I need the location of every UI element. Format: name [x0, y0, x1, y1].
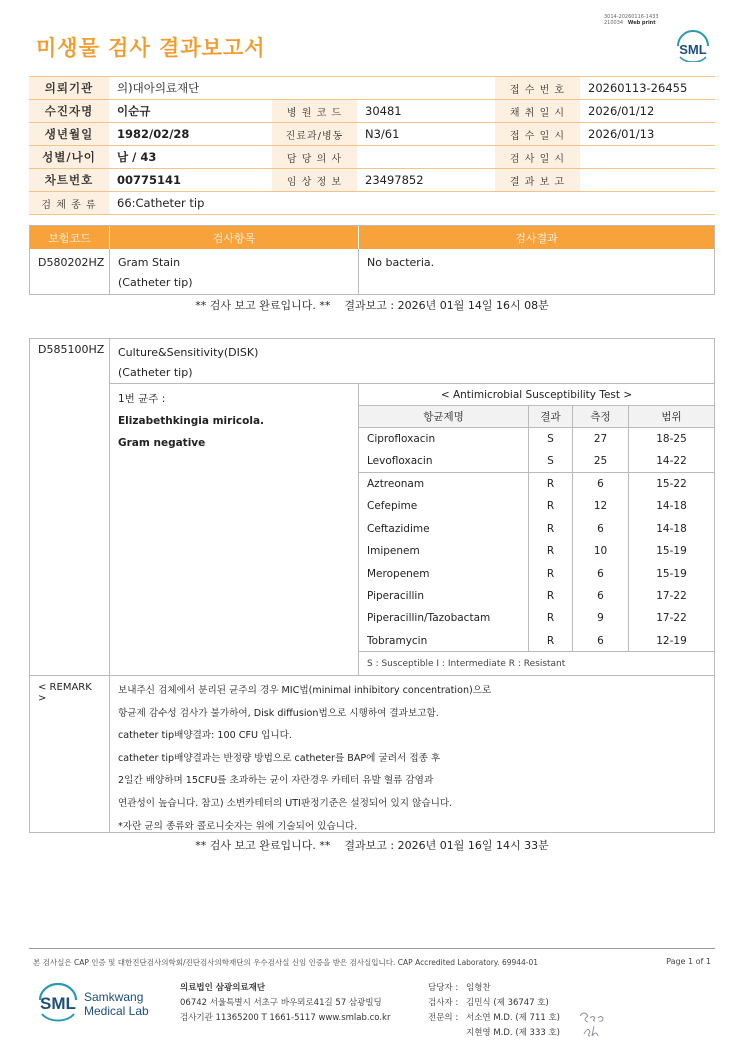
info-value: N3/61: [365, 127, 400, 141]
drug-range: 12-19: [656, 634, 687, 647]
drug-result: S: [529, 450, 573, 471]
report-time: 결과보고 : 2026년 01월 16일 14시 33분: [344, 839, 549, 852]
print-code-line2: 210034: [604, 20, 624, 26]
report-title: 미생물 검사 결과보고서: [36, 36, 266, 60]
info-value: 남 / 43: [117, 150, 157, 164]
remark-line: catheter tip배양결과는 반정량 방법으로 catheter를 BAP에 굴려서 접종 후: [118, 752, 441, 764]
ast-row: [359, 607, 714, 629]
drug-measure: 6: [573, 518, 629, 540]
remark-line: 2일간 배양하며 15CFU를 초과하는 균이 자란경우 카테터 유발 혈류 감염과: [118, 775, 434, 787]
ast-row: [359, 450, 714, 472]
organization-info: [180, 981, 390, 1026]
patient-info-table: [29, 76, 715, 215]
drug-name: Piperacillin/Tazobactam: [359, 607, 529, 629]
ast-header-drug: 항균제명: [359, 406, 529, 427]
drug-measure: 6: [573, 585, 629, 607]
header-test-result: 검사결과: [515, 231, 558, 245]
drug-range: 15-22: [656, 477, 687, 490]
staff-row: [428, 996, 560, 1011]
drug-measure: 9: [573, 607, 629, 629]
culture-section: [29, 338, 715, 833]
remark-text: [110, 676, 714, 842]
logo-text-1: Samkwang: [84, 990, 144, 1004]
info-empty: [204, 192, 715, 214]
drug-name: Imipenem: [359, 540, 529, 562]
info-label: 의뢰기관: [29, 77, 109, 99]
drug-range: 15-19: [656, 545, 687, 558]
ast-header-row: [359, 406, 714, 428]
drug-measure: 27: [573, 428, 629, 450]
info-row: [29, 100, 715, 123]
ast-row: [359, 540, 714, 562]
info-label: 접 수 일 시: [495, 123, 580, 145]
info-label: 차트번호: [29, 169, 109, 191]
gram-stain-section: [29, 225, 715, 295]
info-label: 결 과 보 고: [495, 169, 580, 191]
drug-measure: 6: [573, 473, 629, 495]
drug-measure: 25: [573, 450, 629, 471]
ast-row: [359, 630, 714, 652]
info-label: 수진자명: [29, 100, 109, 122]
test-item: [110, 249, 359, 294]
info-value: [580, 146, 715, 168]
drug-measure: 12: [573, 495, 629, 517]
drug-measure: 10: [573, 540, 629, 562]
header-test-item: 검사항목: [110, 226, 359, 249]
ast-row: [359, 428, 714, 450]
web-print-label: Web print: [627, 20, 656, 26]
remark-line: 연관성이 높습니다. 참고) 소변카테터의 UTI판정기준은 설정되어 있지 않습니다.: [118, 797, 453, 809]
test-item-name: Gram Stain: [118, 256, 181, 269]
info-value: 23497852: [365, 173, 424, 187]
org-name: 의료법인 삼광의료재단: [180, 983, 266, 993]
svg-text:SML: SML: [40, 994, 76, 1013]
ast-header-measure: 측정: [573, 406, 629, 427]
info-row: [29, 146, 715, 169]
info-value: [580, 169, 715, 191]
complete-text: ** 검사 보고 완료입니다. **: [195, 299, 331, 312]
samkwang-logo-icon: [36, 980, 156, 1024]
drug-result: R: [529, 607, 573, 629]
staff-role: 담당자 :: [428, 983, 459, 993]
remark-line: 보내주신 검체에서 분리된 균주의 경우 MIC법(minimal inhibitory concentration)으로: [118, 685, 492, 696]
report-complete-2: [0, 837, 744, 853]
staff-role: 전문의 :: [428, 1013, 459, 1023]
remark-line: *자란 균의 종류와 콜로니숫자는 위에 기술되어 있습니다.: [118, 820, 358, 832]
drug-measure: 6: [573, 630, 629, 652]
ast-title: < Antimicrobial Susceptibility Test >: [359, 384, 714, 406]
info-label: 생년월일: [29, 123, 109, 145]
info-label: 접 수 번 호: [495, 77, 580, 99]
drug-name: Ciprofloxacin: [359, 428, 529, 450]
drug-range: 15-19: [656, 567, 687, 580]
footer-divider: [29, 948, 715, 949]
info-label: 검 체 종 류: [29, 192, 109, 214]
drug-range: 17-22: [656, 612, 687, 625]
drug-result: R: [529, 562, 573, 584]
print-code-line1: 3014-20260116-1433: [604, 14, 659, 20]
info-value: 20260113-26455: [588, 81, 688, 95]
drug-name: Aztreonam: [359, 473, 529, 495]
staff-row: [428, 1026, 560, 1041]
info-value: [357, 146, 495, 168]
drug-result: R: [529, 630, 573, 652]
insurance-code: D580202HZ: [30, 249, 110, 294]
info-label: 성별/나이: [29, 146, 109, 168]
info-value: 30481: [365, 104, 402, 118]
info-label: 검 사 일 시: [495, 146, 580, 168]
remark-line: 항균제 감수성 검사가 불가하여, Disk diffusion법으로 시행하여 결과보고함.: [118, 707, 439, 719]
info-value: 1982/02/28: [117, 127, 190, 141]
test-result: No bacteria.: [367, 256, 435, 269]
staff-row: [428, 1011, 560, 1026]
organism-info: [110, 384, 359, 675]
drug-result: S: [529, 428, 573, 450]
staff-role: [428, 1026, 466, 1041]
test-item: [110, 339, 714, 384]
info-value: 00775141: [117, 173, 182, 187]
report-time: 결과보고 : 2026년 01월 14일 16시 08분: [344, 299, 549, 312]
test-item-specimen: (Catheter tip): [118, 276, 193, 289]
drug-range: 17-22: [656, 589, 687, 602]
print-code: [604, 14, 659, 26]
organism-name: Elizabethkingia miricola.: [118, 415, 265, 427]
ast-row: [359, 473, 714, 495]
staff-name: 지현영 M.D. (제 333 호): [466, 1028, 561, 1038]
drug-result: R: [529, 540, 573, 562]
org-contact: 검사기관 11365200 T 1661-5117 www.smlab.co.kr: [180, 1013, 391, 1023]
section-header: [30, 226, 714, 249]
drug-name: Levofloxacin: [359, 450, 529, 471]
drug-range: 18-25: [656, 433, 687, 446]
info-label: 진료과/병동: [272, 123, 357, 145]
insurance-code: D585100HZ: [30, 339, 110, 675]
ast-row: [359, 495, 714, 517]
drug-result: R: [529, 495, 573, 517]
staff-name: 김민식 (제 36747 호): [466, 998, 549, 1008]
drug-result: R: [529, 518, 573, 540]
staff-name: 서소연 M.D. (제 711 호): [466, 1013, 561, 1023]
drug-name: Ceftazidime: [359, 518, 529, 540]
info-label: 임 상 정 보: [272, 169, 357, 191]
svg-text:SML: SML: [679, 42, 707, 57]
ast-row: [359, 585, 714, 607]
header-insurance-code: 보험코드: [30, 226, 110, 249]
org-address: 06742 서울특별시 서초구 바우뫼로41길 57 삼광빌딩: [180, 998, 382, 1008]
report-complete-1: [0, 297, 744, 313]
staff-role: 검사자 :: [428, 998, 459, 1008]
strain-label: 1번 균주 :: [118, 393, 166, 405]
remark-line: catheter tip배양결과: 100 CFU 입니다.: [118, 730, 292, 742]
ast-header-range: 범위: [661, 411, 682, 423]
info-row: [29, 123, 715, 146]
test-item-name: Culture&Sensitivity(DISK): [118, 346, 259, 359]
info-value: 2026/01/12: [588, 104, 655, 118]
info-label: 채 취 일 시: [495, 100, 580, 122]
ast-row: [359, 518, 714, 540]
info-value: 의)대아의료재단: [117, 81, 200, 95]
info-label: 담 당 의 사: [272, 146, 357, 168]
info-label: 병 원 코 드: [272, 100, 357, 122]
info-row: [29, 169, 715, 192]
remark-section: [30, 675, 714, 832]
accreditation-note: 본 검사실은 CAP 인증 및 대한진단검사의학회/진단검사의학재단의 우수검사실 신임 인증을 받은 검사실입니다. CAP Accredited Laboratory. 69944-01: [33, 958, 539, 967]
remark-label: < REMARK >: [30, 676, 110, 832]
staff-info: [428, 981, 560, 1041]
signature-icon: [576, 1006, 612, 1040]
ast-header-result: 결과: [529, 406, 573, 427]
staff-row: [428, 981, 560, 996]
drug-name: Meropenem: [359, 562, 529, 584]
drug-result: R: [529, 585, 573, 607]
sml-logo-icon: [674, 28, 712, 62]
gram-result: Gram negative: [118, 437, 206, 449]
drug-range: 14-22: [656, 455, 687, 468]
info-empty: [272, 77, 495, 99]
info-value: 이순규: [117, 104, 151, 118]
drug-name: Cefepime: [359, 495, 529, 517]
ast-legend: S : Susceptible I : Intermediate R : Resistant: [359, 651, 714, 675]
info-row: [29, 192, 715, 215]
drug-name: Piperacillin: [359, 585, 529, 607]
test-item-specimen: (Catheter tip): [118, 366, 193, 379]
page-number: Page 1 of 1: [666, 957, 711, 966]
info-row: [29, 77, 715, 100]
info-value: 66:Catheter tip: [117, 196, 205, 210]
drug-measure: 6: [573, 562, 629, 584]
drug-name: Tobramycin: [359, 630, 529, 652]
ast-table: [359, 384, 714, 675]
ast-row: [359, 562, 714, 584]
drug-range: 14-18: [656, 500, 687, 513]
info-value: 2026/01/13: [588, 127, 655, 141]
drug-result: R: [529, 473, 573, 495]
complete-text: ** 검사 보고 완료입니다. **: [195, 839, 331, 852]
staff-name: 임형찬: [466, 983, 491, 993]
logo-text-2: Medical Lab: [84, 1004, 149, 1018]
drug-range: 14-18: [656, 522, 687, 535]
